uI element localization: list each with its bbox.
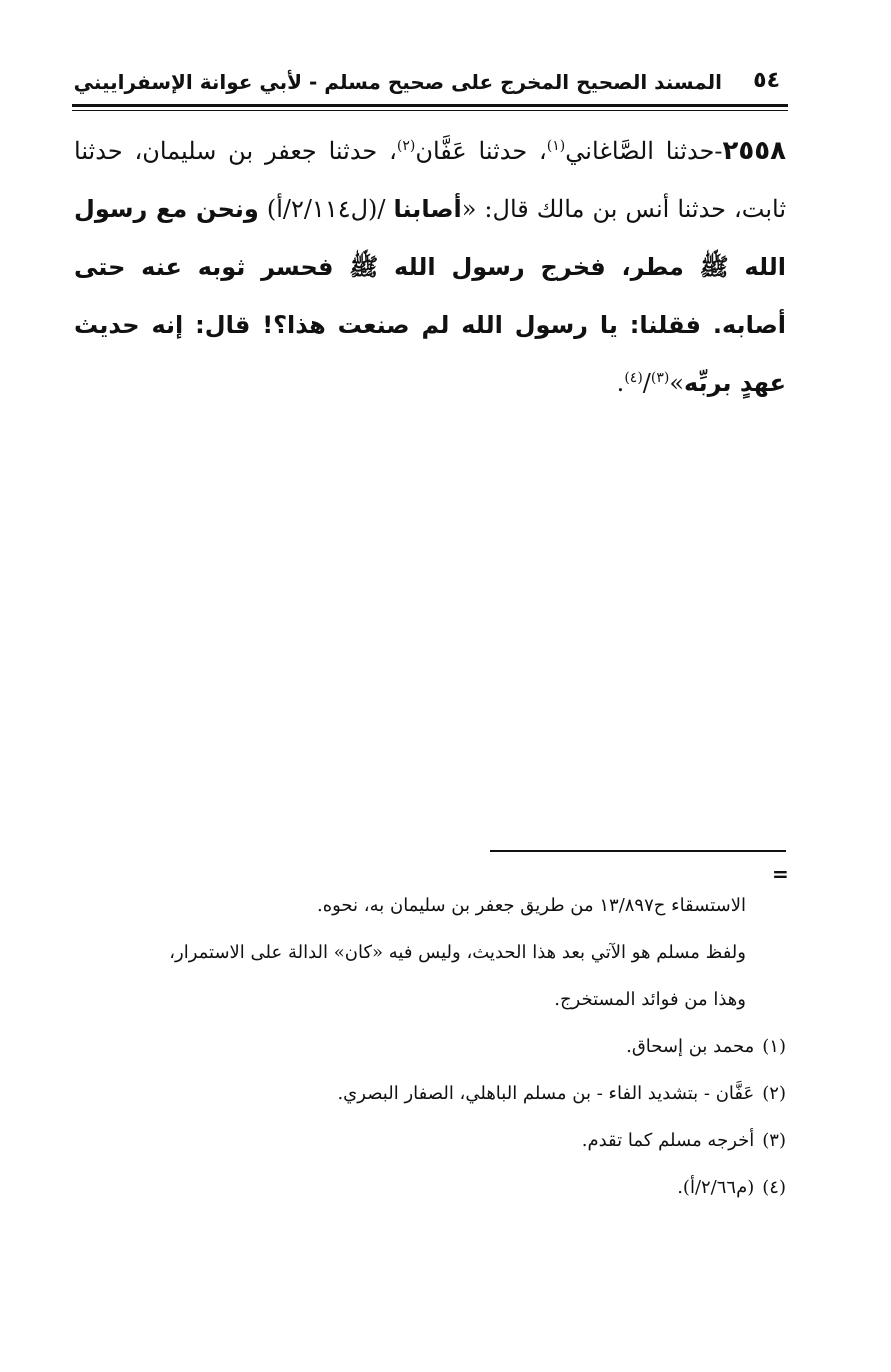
ref-separator: / <box>642 369 651 397</box>
footnote-ref-2: (٢) <box>396 138 416 154</box>
footnote-ref-1: (١) <box>546 138 566 154</box>
footnote-continuation-line: ولفظ مسلم هو الآتي بعد هذا الحديث، وليس فيه «كان» الدالة على الاستمرار، <box>169 942 746 963</box>
footnote-number: (٢) <box>762 1083 786 1104</box>
footnote-separator <box>490 850 786 852</box>
footnote-text: أخرجه مسلم كما تقدم. <box>581 1130 755 1151</box>
footnote-4 <box>74 1164 786 1211</box>
manuscript-page-ref: /(ل٢/١١٤/أ) <box>258 195 394 223</box>
footnote-text: محمد بن إسحاق. <box>626 1036 755 1057</box>
matn-part-1: أصابنا <box>393 195 462 223</box>
footnote-3 <box>74 1117 786 1164</box>
page-header <box>72 64 788 102</box>
isnad-part-1: حدثنا الصَّاغاني <box>565 137 715 165</box>
isnad-part-2: ، حدثنا عَفَّان <box>415 137 547 165</box>
running-title: المسند الصحيح المخرج على صحيح مسلم - لأبي عوانة الإسفراييني <box>73 70 722 94</box>
footnote-continuation-line: وهذا من فوائد المستخرج. <box>554 989 746 1010</box>
matn-part-2: ونحن مع رسول الله ﷺ مطر، فخرج رسول الله ﷺ فحسر ثوبه عنه حتى أصابه. فقلنا: يا رسول الله لم صنعت هذا؟! قال: إنه حديث عهدٍ بربِّه <box>74 195 786 397</box>
continuation-mark: = <box>772 862 789 886</box>
footnote-1 <box>74 1023 786 1070</box>
hadith-number: ٢٥٥٨ <box>722 136 787 166</box>
footnote-number: (١) <box>762 1036 786 1057</box>
footnote-text: عَفَّان - بتشديد الفاء - بن مسلم الباهلي، الصفار البصري. <box>337 1083 755 1104</box>
hadith-dash: - <box>714 137 723 165</box>
footnotes <box>74 882 786 1211</box>
hadith-text <box>74 122 786 412</box>
footnote-number: (٤) <box>762 1177 786 1198</box>
footnote-text: (م٢/٦٦/أ). <box>677 1177 755 1198</box>
header-rule <box>72 104 788 107</box>
footnote-ref-4: (٤) <box>624 370 643 386</box>
isnad-part-3: ، حدثنا جعفر بن سليمان، حدثنا ثابت، حدثنا أنس بن مالك قال: « <box>74 137 787 223</box>
closing-quote: » <box>669 369 685 397</box>
footnote-2 <box>74 1070 786 1117</box>
page-number: ٥٤ <box>753 68 780 93</box>
footnote-number: (٣) <box>762 1130 786 1151</box>
footnote-continuation-line: الاستسقاء ح١٣/٨٩٧ من طريق جعفر بن سليمان به، نحوه. <box>316 895 746 916</box>
hadith-end: . <box>616 369 625 397</box>
header-rule-thin <box>72 110 788 111</box>
footnote-ref-3: (٣) <box>650 370 670 386</box>
